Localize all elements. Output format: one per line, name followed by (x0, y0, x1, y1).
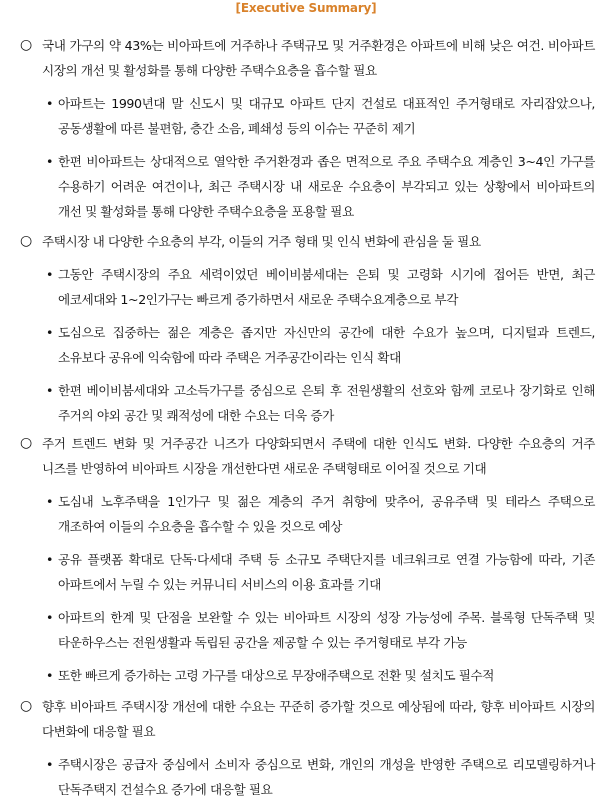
circle-marker-icon: ○ (20, 37, 32, 53)
bullet-item (20, 605, 595, 655)
bullet-dot-icon: • (46, 325, 54, 340)
bullet-dot-icon: • (46, 668, 54, 683)
bullet-text: 아파트의 한계 및 단점을 보완할 수 있는 비아파트 시장의 성장 가능성에 주목. 블록형 단독주택 및 타운하우스는 전원생활과 독립된 공간을 제공할 수 있는 주거형태로 부각 가능 (58, 610, 595, 650)
bullet-dot-icon: • (46, 552, 54, 567)
summary-section (20, 33, 595, 224)
section-heading (20, 33, 595, 83)
bullet-text: 한편 베이비붐세대와 고소득가구를 중심으로 은퇴 후 전원생활의 선호와 함께 코로나 장기화로 인해 주거의 야외 공간 및 쾌적성에 대한 수요는 더욱 증가 (58, 383, 595, 423)
bullet-text: 한편 비아파트는 상대적으로 열악한 주거환경과 좁은 면적으로 주요 주택수요 계층인 3~4인 가구를 수용하기 어려운 여건이나, 최근 주택시장 내 새로운 수요층이 부각되고 있는 상황에서 비아파트의 개선 및 활성화를 통해 다양한 주택수요층을 포용할 필요 (58, 154, 595, 219)
bullet-item (20, 149, 595, 224)
bullet-text: 도심으로 집중하는 젊은 계층은 좁지만 자신만의 공간에 대한 수요가 높으며, 디지털과 트렌드, 소유보다 공유에 익숙함에 따라 주택은 거주공간이라는 인식 확대 (58, 325, 595, 365)
section-heading (20, 431, 595, 481)
summary-section (20, 431, 595, 688)
bullet-text: 주택시장은 공급자 중심에서 소비자 중심으로 변화, 개인의 개성을 반영한 주택으로 리모델링하거나 단독주택지 건설수요 증가에 대응할 필요 (58, 757, 595, 797)
section-heading (20, 694, 595, 744)
bullet-item (20, 489, 595, 539)
bullet-item (20, 91, 595, 141)
circle-marker-icon: ○ (20, 698, 32, 714)
bullet-dot-icon: • (46, 383, 54, 398)
circle-marker-icon: ○ (20, 233, 32, 249)
bullet-dot-icon: • (46, 757, 54, 772)
bullet-item (20, 547, 595, 597)
bullet-item (20, 320, 595, 370)
summary-section (20, 694, 595, 802)
section-text: 향후 비아파트 주택시장 개선에 대한 수요는 꾸준히 증가할 것으로 예상됨에 따라, 향후 비아파트 시장의 다변화에 대응할 필요 (42, 699, 595, 739)
bullet-dot-icon: • (46, 267, 54, 282)
section-heading (20, 229, 595, 254)
bullet-item (20, 752, 595, 802)
bullet-dot-icon: • (46, 154, 54, 169)
section-text: 주택시장 내 다양한 수요층의 부각, 이들의 거주 형태 및 인식 변화에 관심을 둘 필요 (42, 234, 481, 249)
bullet-dot-icon: • (46, 96, 54, 111)
bullet-text: 공유 플랫폼 확대로 단독·다세대 주택 등 소규모 주택단지를 네크워크로 연결 가능함에 따라, 기존 아파트에서 누릴 수 있는 커뮤니티 서비스의 이용 효과를 기대 (58, 552, 595, 592)
bullet-item (20, 378, 595, 428)
bullet-text: 또한 빠르게 증가하는 고령 가구를 대상으로 무장애주택으로 전환 및 설치도 필수적 (58, 668, 495, 683)
circle-marker-icon: ○ (20, 435, 32, 451)
page-title: [Executive Summary] (235, 1, 377, 15)
bullet-text: 아파트는 1990년대 말 신도시 및 대규모 아파트 단지 건설로 대표적인 주거형태로 자리잡았으나, 공동생활에 따른 불편함, 층간 소음, 폐쇄성 등의 이슈는 꾸준히 제기 (58, 96, 595, 136)
summary-section (20, 229, 595, 428)
section-text: 주거 트렌드 변화 및 거주공간 니즈가 다양화되면서 주택에 대한 인식도 변화. 다양한 수요층의 거주 니즈를 반영하여 비아파트 시장을 개선한다면 새로운 주택형태로 이어질 것으로 기대 (42, 436, 595, 476)
bullet-item (20, 262, 595, 312)
bullet-dot-icon: • (46, 610, 54, 625)
bullet-text: 도심내 노후주택을 1인가구 및 젊은 계층의 주거 취향에 맞추어, 공유주택 및 테라스 주택으로 개조하여 이들의 수요층을 흡수할 수 있을 것으로 예상 (58, 494, 595, 534)
bullet-text: 그동안 주택시장의 주요 세력이었던 베이비붐세대는 은퇴 및 고령화 시기에 접어든 반면, 최근 에코세대와 1~2인가구는 빠르게 증가하면서 새로운 주택수요계층으로 부각 (58, 267, 595, 307)
bullet-item (20, 663, 595, 688)
section-text: 국내 가구의 약 43%는 비아파트에 거주하나 주택규모 및 거주환경은 아파트에 비해 낮은 여건. 비아파트 시장의 개선 및 활성화를 통해 다양한 주택수요층을 흡수할 필요 (42, 38, 595, 78)
bullet-dot-icon: • (46, 494, 54, 509)
